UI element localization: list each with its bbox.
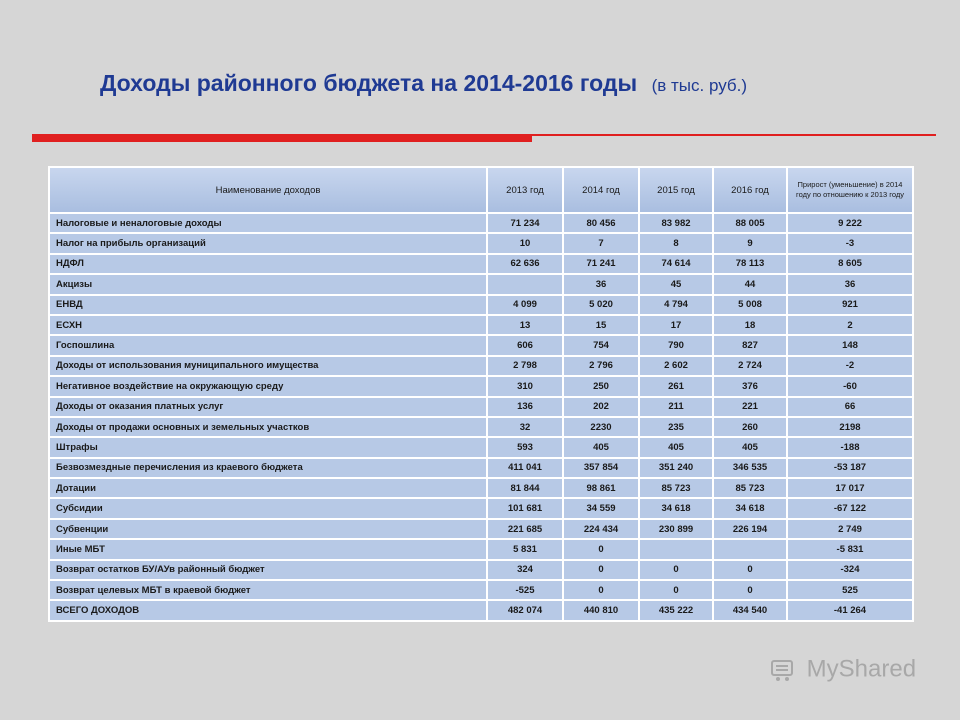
value-cell: 44 bbox=[713, 274, 787, 294]
value-cell: 17 bbox=[639, 315, 713, 335]
value-cell: -525 bbox=[487, 580, 563, 600]
value-cell: 71 241 bbox=[563, 254, 639, 274]
header-income-name: Наименование доходов bbox=[49, 167, 487, 213]
income-name-cell: Негативное воздействие на окружающую среду bbox=[49, 376, 487, 396]
value-cell: 261 bbox=[639, 376, 713, 396]
table-row bbox=[49, 356, 913, 376]
value-cell: -3 bbox=[787, 233, 913, 253]
income-name-cell: Иные МБТ bbox=[49, 539, 487, 559]
value-cell: 5 831 bbox=[487, 539, 563, 559]
table-row bbox=[49, 397, 913, 417]
income-name-cell: Доходы от продажи основных и земельных участков bbox=[49, 417, 487, 437]
value-cell: 148 bbox=[787, 335, 913, 355]
value-cell: 7 bbox=[563, 233, 639, 253]
watermark-text: MyShared bbox=[806, 655, 917, 683]
value-cell: 310 bbox=[487, 376, 563, 396]
value-cell: 2 798 bbox=[487, 356, 563, 376]
value-cell: 74 614 bbox=[639, 254, 713, 274]
value-cell bbox=[639, 539, 713, 559]
value-cell: 0 bbox=[563, 539, 639, 559]
value-cell: 81 844 bbox=[487, 478, 563, 498]
value-cell: 226 194 bbox=[713, 519, 787, 539]
value-cell: -67 122 bbox=[787, 498, 913, 518]
value-cell: 98 861 bbox=[563, 478, 639, 498]
value-cell: 10 bbox=[487, 233, 563, 253]
value-cell: 260 bbox=[713, 417, 787, 437]
income-name-cell: ЕНВД bbox=[49, 295, 487, 315]
table-row bbox=[49, 233, 913, 253]
value-cell: 921 bbox=[787, 295, 913, 315]
title-main: Доходы районного бюджета на 2014-2016 годы bbox=[100, 70, 638, 96]
income-name-cell: Субсидии bbox=[49, 498, 487, 518]
table-row bbox=[49, 498, 913, 518]
value-cell: 405 bbox=[563, 437, 639, 457]
income-name-cell: Штрафы bbox=[49, 437, 487, 457]
value-cell: 2 749 bbox=[787, 519, 913, 539]
cart-icon bbox=[770, 657, 796, 683]
value-cell: 71 234 bbox=[487, 213, 563, 233]
value-cell: 405 bbox=[639, 437, 713, 457]
table-row bbox=[49, 213, 913, 233]
value-cell: 5 008 bbox=[713, 295, 787, 315]
value-cell: 66 bbox=[787, 397, 913, 417]
value-cell: 2198 bbox=[787, 417, 913, 437]
value-cell: 357 854 bbox=[563, 458, 639, 478]
value-cell: 9 222 bbox=[787, 213, 913, 233]
value-cell: 221 685 bbox=[487, 519, 563, 539]
value-cell: 34 559 bbox=[563, 498, 639, 518]
value-cell: -2 bbox=[787, 356, 913, 376]
value-cell: 83 982 bbox=[639, 213, 713, 233]
watermark bbox=[770, 655, 930, 695]
table-row bbox=[49, 519, 913, 539]
income-name-cell: ВСЕГО ДОХОДОВ bbox=[49, 600, 487, 620]
value-cell: 45 bbox=[639, 274, 713, 294]
table-row bbox=[49, 600, 913, 620]
value-cell: 2 bbox=[787, 315, 913, 335]
value-cell: 211 bbox=[639, 397, 713, 417]
income-name-cell: Налоговые и неналоговые доходы bbox=[49, 213, 487, 233]
value-cell: 0 bbox=[563, 580, 639, 600]
value-cell: 2 602 bbox=[639, 356, 713, 376]
value-cell: 101 681 bbox=[487, 498, 563, 518]
value-cell: 80 456 bbox=[563, 213, 639, 233]
value-cell: 62 636 bbox=[487, 254, 563, 274]
value-cell: 754 bbox=[563, 335, 639, 355]
value-cell: 224 434 bbox=[563, 519, 639, 539]
value-cell: 525 bbox=[787, 580, 913, 600]
table-row bbox=[49, 437, 913, 457]
value-cell: 88 005 bbox=[713, 213, 787, 233]
income-name-cell: Доходы от оказания платных услуг bbox=[49, 397, 487, 417]
page-title bbox=[100, 70, 920, 97]
income-name-cell: ЕСХН bbox=[49, 315, 487, 335]
income-name-cell: Возврат целевых МБТ в краевой бюджет bbox=[49, 580, 487, 600]
income-name-cell: Налог на прибыль организаций bbox=[49, 233, 487, 253]
value-cell: 351 240 bbox=[639, 458, 713, 478]
value-cell: 482 074 bbox=[487, 600, 563, 620]
value-cell: 36 bbox=[787, 274, 913, 294]
value-cell: 2 796 bbox=[563, 356, 639, 376]
value-cell: 606 bbox=[487, 335, 563, 355]
value-cell: -324 bbox=[787, 560, 913, 580]
header-2013: 2013 год bbox=[487, 167, 563, 213]
value-cell: 8 bbox=[639, 233, 713, 253]
table-body bbox=[49, 213, 913, 621]
value-cell: 435 222 bbox=[639, 600, 713, 620]
value-cell: 0 bbox=[639, 560, 713, 580]
value-cell: 17 017 bbox=[787, 478, 913, 498]
value-cell: 18 bbox=[713, 315, 787, 335]
title-units: (в тыс. руб.) bbox=[651, 76, 748, 95]
value-cell: 440 810 bbox=[563, 600, 639, 620]
revenue-table-container bbox=[48, 166, 912, 622]
value-cell: 324 bbox=[487, 560, 563, 580]
table-row bbox=[49, 254, 913, 274]
value-cell: 790 bbox=[639, 335, 713, 355]
value-cell: 202 bbox=[563, 397, 639, 417]
value-cell: 827 bbox=[713, 335, 787, 355]
value-cell: 15 bbox=[563, 315, 639, 335]
value-cell: 32 bbox=[487, 417, 563, 437]
value-cell: -60 bbox=[787, 376, 913, 396]
header-2015: 2015 год bbox=[639, 167, 713, 213]
table-row bbox=[49, 295, 913, 315]
value-cell: 5 020 bbox=[563, 295, 639, 315]
value-cell: 0 bbox=[713, 560, 787, 580]
value-cell bbox=[487, 274, 563, 294]
value-cell: 34 618 bbox=[639, 498, 713, 518]
income-name-cell: Субвенции bbox=[49, 519, 487, 539]
value-cell: 34 618 bbox=[713, 498, 787, 518]
income-name-cell: Безвозмездные перечисления из краевого бюджета bbox=[49, 458, 487, 478]
revenue-table bbox=[48, 166, 914, 622]
income-name-cell: НДФЛ bbox=[49, 254, 487, 274]
value-cell bbox=[713, 539, 787, 559]
table-row bbox=[49, 315, 913, 335]
value-cell: 13 bbox=[487, 315, 563, 335]
table-row bbox=[49, 376, 913, 396]
value-cell: -188 bbox=[787, 437, 913, 457]
table-row bbox=[49, 417, 913, 437]
value-cell: 405 bbox=[713, 437, 787, 457]
value-cell: 4 794 bbox=[639, 295, 713, 315]
header-2014: 2014 год bbox=[563, 167, 639, 213]
value-cell: 9 bbox=[713, 233, 787, 253]
table-header-row bbox=[49, 167, 913, 213]
table-row bbox=[49, 335, 913, 355]
income-name-cell: Дотации bbox=[49, 478, 487, 498]
value-cell: 250 bbox=[563, 376, 639, 396]
value-cell: 2 724 bbox=[713, 356, 787, 376]
value-cell: 221 bbox=[713, 397, 787, 417]
income-name-cell: Доходы от использования муниципального имущества bbox=[49, 356, 487, 376]
value-cell: 36 bbox=[563, 274, 639, 294]
header-growth: Прирост (уменьшение) в 2014 году по отношению к 2013 году bbox=[787, 167, 913, 213]
value-cell: 2230 bbox=[563, 417, 639, 437]
value-cell: 434 540 bbox=[713, 600, 787, 620]
value-cell: 4 099 bbox=[487, 295, 563, 315]
value-cell: -5 831 bbox=[787, 539, 913, 559]
table-row bbox=[49, 458, 913, 478]
title-divider-accent bbox=[32, 135, 532, 142]
value-cell: 411 041 bbox=[487, 458, 563, 478]
income-name-cell: Госпошлина bbox=[49, 335, 487, 355]
value-cell: 136 bbox=[487, 397, 563, 417]
value-cell: 85 723 bbox=[639, 478, 713, 498]
value-cell: 235 bbox=[639, 417, 713, 437]
table-row bbox=[49, 580, 913, 600]
value-cell: 85 723 bbox=[713, 478, 787, 498]
value-cell: -53 187 bbox=[787, 458, 913, 478]
value-cell: 8 605 bbox=[787, 254, 913, 274]
income-name-cell: Акцизы bbox=[49, 274, 487, 294]
header-2016: 2016 год bbox=[713, 167, 787, 213]
value-cell: 230 899 bbox=[639, 519, 713, 539]
value-cell: 376 bbox=[713, 376, 787, 396]
table-row bbox=[49, 274, 913, 294]
value-cell: 593 bbox=[487, 437, 563, 457]
value-cell: 346 535 bbox=[713, 458, 787, 478]
table-row bbox=[49, 539, 913, 559]
table-row bbox=[49, 478, 913, 498]
value-cell: 0 bbox=[639, 580, 713, 600]
income-name-cell: Возврат остатков БУ/АУв районный бюджет bbox=[49, 560, 487, 580]
value-cell: -41 264 bbox=[787, 600, 913, 620]
table-row bbox=[49, 560, 913, 580]
value-cell: 0 bbox=[713, 580, 787, 600]
value-cell: 0 bbox=[563, 560, 639, 580]
value-cell: 78 113 bbox=[713, 254, 787, 274]
